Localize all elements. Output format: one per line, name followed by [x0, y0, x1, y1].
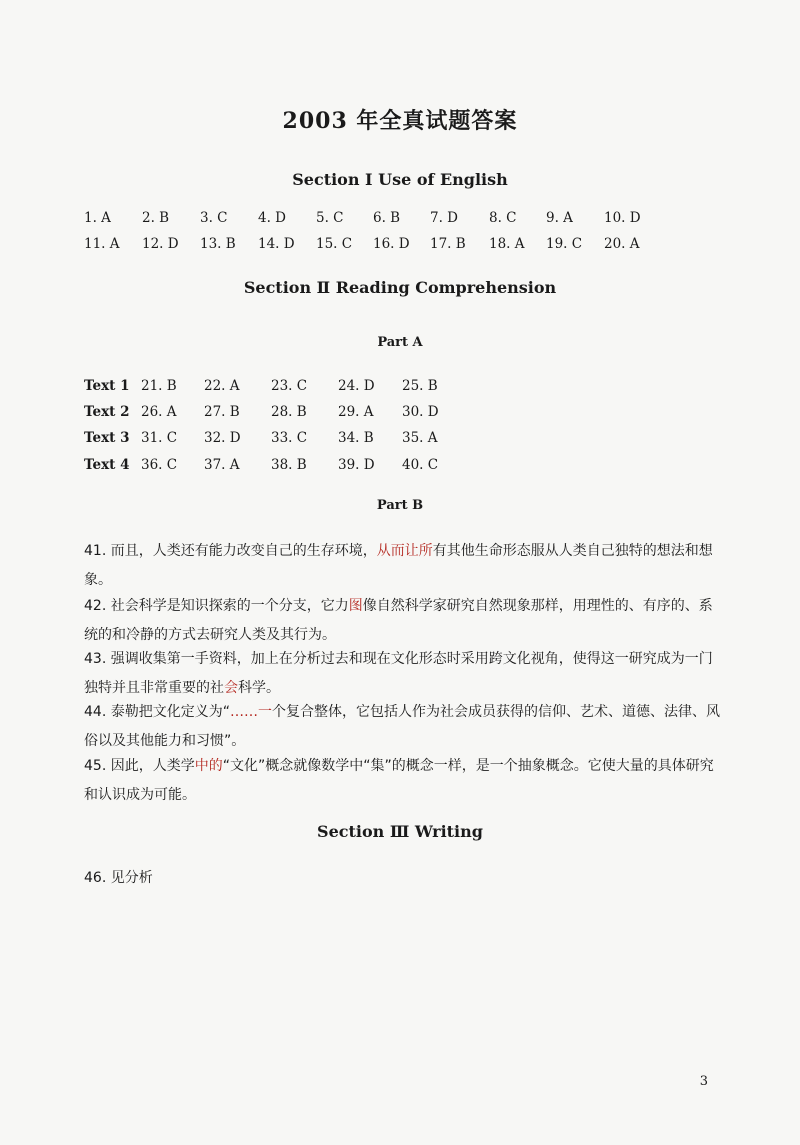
answer-42 — [84, 592, 720, 650]
page-title: 2003 年全真试题答案 — [282, 108, 518, 134]
answer: 8. C — [489, 210, 517, 226]
answer-44-highlight: ……一 — [229, 704, 272, 720]
answer-43-highlight: 会 — [224, 680, 238, 696]
answer: 27. B — [204, 404, 240, 420]
answer-44-text-end: 个复合整体，它包括人作为社会成员获得的信仰、艺术、道德、法律、风俗以及其他能力和习惯”。 — [84, 704, 720, 749]
answer: 22. A — [204, 378, 240, 394]
answer: 13. B — [200, 236, 236, 252]
answer: 28. B — [271, 404, 307, 420]
answer: 35. A — [402, 430, 438, 446]
page-number: 3 — [699, 1074, 708, 1089]
answer-46 — [84, 864, 720, 893]
answer: 9. A — [546, 210, 573, 226]
answer-46-text: 46. 见分析 — [84, 870, 153, 886]
answer: 19. C — [546, 236, 583, 252]
section1-heading: Section Ⅰ Use of English — [292, 170, 508, 189]
answer-41-highlight: 从而让所 — [376, 543, 433, 559]
answer: 29. A — [338, 404, 374, 420]
answer-44-text: 44. 泰勒把文化定义为“ — [84, 704, 230, 720]
answer-43-text-end: 科学。 — [238, 680, 280, 696]
answer: 12. D — [142, 236, 179, 252]
answer: 14. D — [258, 236, 295, 252]
answer-43 — [84, 645, 720, 703]
answer: 37. A — [204, 457, 240, 473]
answer: 40. C — [402, 457, 439, 473]
answer: 5. C — [316, 210, 344, 226]
text-label: Text 1 — [84, 378, 130, 394]
answer: 16. D — [373, 236, 410, 252]
answer: 3. C — [200, 210, 228, 226]
answer: 4. D — [258, 210, 286, 226]
answer: 30. D — [402, 404, 439, 420]
answer-42-text-end: 像自然科学家研究自然现象那样，用理性的、有序的、系统的和冷静的方式去研究人类及其行为。 — [84, 598, 713, 643]
answer: 18. A — [489, 236, 525, 252]
answer: 6. B — [373, 210, 401, 226]
answer: 39. D — [338, 457, 375, 473]
answer-45-highlight: 中的 — [194, 758, 223, 774]
answer: 21. B — [141, 378, 177, 394]
answer-41-text-end: 有其他生命形态服从人类自己独特的想法和想象。 — [84, 543, 713, 588]
part-b-heading: Part B — [376, 498, 424, 513]
answer-42-text: 42. 社会科学是知识探索的一个分支，它力 — [84, 598, 349, 614]
answer: 38. B — [271, 457, 307, 473]
answer-41-text: 41. 而且，人类还有能力改变自己的生存环境， — [84, 543, 377, 559]
answer-45-text-end: “文化”概念就像数学中“集”的概念一样，是一个抽象概念。它使大量的具体研究和认识成为可能。 — [84, 758, 714, 803]
answer-45-text: 45. 因此，人类学 — [84, 758, 195, 774]
answer: 31. C — [141, 430, 178, 446]
section2-heading: Section Ⅱ Reading Comprehension — [243, 278, 557, 297]
answer: 34. B — [338, 430, 374, 446]
section3-heading: Section Ⅲ Writing — [317, 822, 483, 841]
answer: 20. A — [604, 236, 640, 252]
answer: 26. A — [141, 404, 177, 420]
answer: 25. B — [402, 378, 438, 394]
text-label: Text 2 — [84, 404, 130, 420]
answer: 15. C — [316, 236, 353, 252]
text-label: Text 4 — [84, 457, 130, 473]
answer: 33. C — [271, 430, 308, 446]
answer: 10. D — [604, 210, 641, 226]
answer: 17. B — [430, 236, 466, 252]
answer: 7. D — [430, 210, 458, 226]
text-label: Text 3 — [84, 430, 130, 446]
answer: 23. C — [271, 378, 308, 394]
answer: 1. A — [84, 210, 111, 226]
answer: 11. A — [84, 236, 120, 252]
part-a-heading: Part A — [377, 335, 423, 350]
answer: 2. B — [142, 210, 170, 226]
answer-43-text: 43. 强调收集第一手资料，加上在分析过去和现在文化形态时采用跨文化视角，使得这一研究成为一门独特并且非常重要的社 — [84, 651, 713, 696]
answer-41 — [84, 537, 720, 595]
answer: 36. C — [141, 457, 178, 473]
answer: 24. D — [338, 378, 375, 394]
answer-42-highlight: 图 — [348, 598, 363, 614]
answer-45 — [84, 752, 720, 810]
answer-44 — [84, 698, 720, 756]
answer: 32. D — [204, 430, 241, 446]
